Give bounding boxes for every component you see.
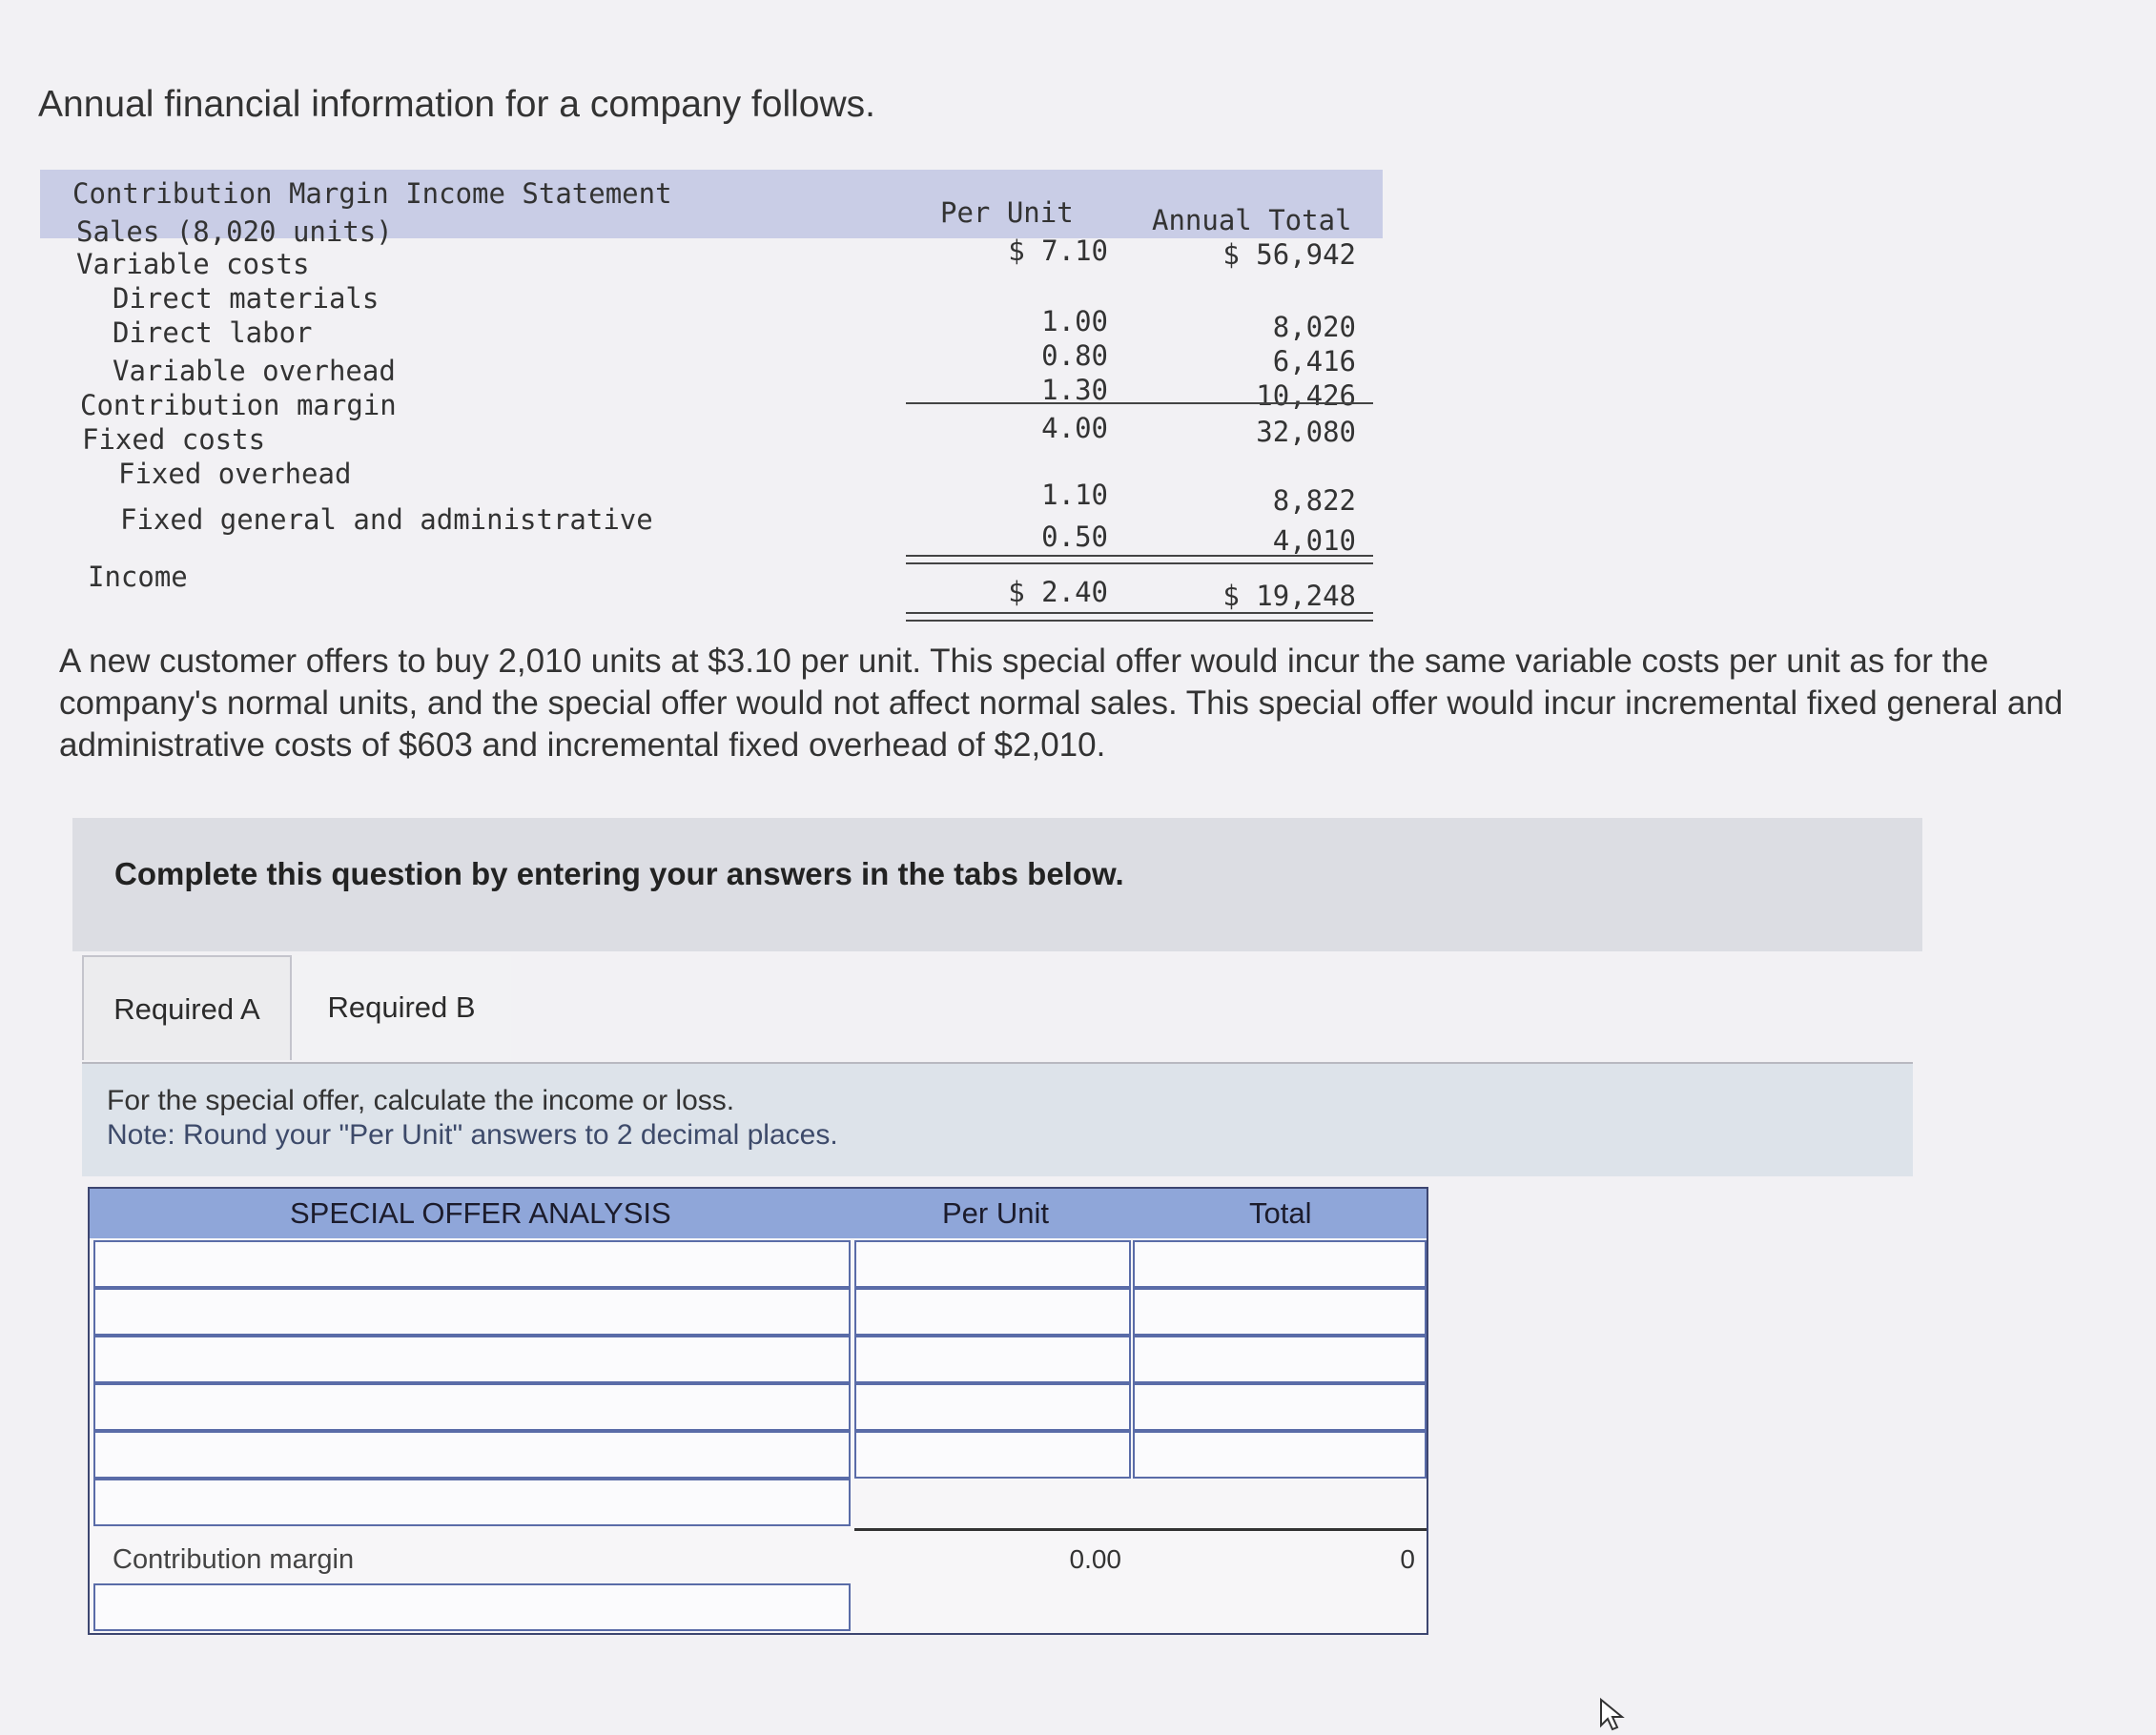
dl-total: 6,416 xyxy=(1272,345,1356,378)
tab-bar xyxy=(82,955,1913,1064)
analysis-header-row xyxy=(90,1189,1427,1238)
row-label-select[interactable] xyxy=(93,1583,851,1631)
total-input[interactable] xyxy=(1133,1288,1427,1336)
per-unit-input[interactable] xyxy=(854,1336,1131,1383)
contribution-margin-row xyxy=(90,1536,1427,1583)
mouse-cursor-icon xyxy=(1598,1697,1627,1735)
sales-per-unit: $ 7.10 xyxy=(1008,235,1108,267)
subtotal-rule xyxy=(906,402,1373,404)
sales-total: $ 56,942 xyxy=(1222,238,1356,271)
row-label-select[interactable] xyxy=(93,1431,851,1479)
instruction-text: Complete this question by entering your answers in the tabs below. xyxy=(114,856,1124,891)
income-statement xyxy=(40,170,1383,637)
row-label-select[interactable] xyxy=(93,1383,851,1431)
income-per-unit: $ 2.40 xyxy=(1008,576,1108,608)
income-double-rule xyxy=(906,612,1373,622)
dm-per-unit: 1.00 xyxy=(1041,305,1108,337)
col-annual-total-header: Annual Total xyxy=(1152,204,1352,236)
table-row xyxy=(90,1288,1427,1336)
income-total: $ 19,248 xyxy=(1222,580,1356,612)
vo-per-unit: 1.30 xyxy=(1041,374,1108,406)
row-label-select[interactable] xyxy=(93,1479,851,1526)
dm-total: 8,020 xyxy=(1272,311,1356,343)
question-note: Note: Round your "Per Unit" answers to 2 decimal places. xyxy=(107,1119,838,1151)
analysis-header-per-unit: Per Unit xyxy=(942,1196,1049,1230)
cm-per-unit: 4.00 xyxy=(1041,412,1108,444)
row-label-select[interactable] xyxy=(93,1240,851,1288)
direct-materials-label: Direct materials xyxy=(113,282,380,315)
tab-required-a[interactable]: Required A xyxy=(82,955,292,1060)
analysis-header-total: Total xyxy=(1249,1196,1312,1230)
table-row xyxy=(90,1479,1427,1526)
per-unit-input[interactable] xyxy=(854,1383,1131,1431)
sales-label: Sales (8,020 units) xyxy=(76,215,393,248)
per-unit-input[interactable] xyxy=(854,1431,1131,1479)
total-input[interactable] xyxy=(1133,1431,1427,1479)
variable-overhead-label: Variable overhead xyxy=(113,355,396,387)
total-input[interactable] xyxy=(1133,1383,1427,1431)
table-row xyxy=(90,1583,1427,1631)
fo-total: 8,822 xyxy=(1272,484,1356,517)
direct-labor-label: Direct labor xyxy=(113,316,313,349)
total-input[interactable] xyxy=(1133,1336,1427,1383)
statement-title: Contribution Margin Income Statement xyxy=(72,177,672,210)
per-unit-input[interactable] xyxy=(854,1288,1131,1336)
variable-costs-label: Variable costs xyxy=(76,248,310,280)
fixed-costs-label: Fixed costs xyxy=(82,423,266,456)
row-label-select[interactable] xyxy=(93,1288,851,1336)
vo-total: 10,426 xyxy=(1256,379,1356,412)
cm-total: 32,080 xyxy=(1256,416,1356,448)
analysis-cm-total: 0 xyxy=(1400,1544,1415,1574)
per-unit-input[interactable] xyxy=(854,1240,1131,1288)
row-label-select[interactable] xyxy=(93,1336,851,1383)
total-input[interactable] xyxy=(1133,1240,1427,1288)
analysis-cm-per-unit: 0.00 xyxy=(1069,1544,1121,1574)
contribution-margin-label: Contribution margin xyxy=(80,389,397,421)
table-row xyxy=(90,1240,1427,1288)
fo-per-unit: 1.10 xyxy=(1041,479,1108,511)
question-text: For the special offer, calculate the income or loss. xyxy=(107,1085,735,1116)
fga-per-unit: 0.50 xyxy=(1041,520,1108,553)
question-box xyxy=(82,1064,1913,1176)
fixed-overhead-label: Fixed overhead xyxy=(118,458,352,490)
analysis-header-label: SPECIAL OFFER ANALYSIS xyxy=(290,1196,671,1230)
subtotal-rule xyxy=(854,1528,1427,1531)
instruction-banner xyxy=(72,818,1922,951)
fga-total: 4,010 xyxy=(1272,524,1356,557)
table-row xyxy=(90,1336,1427,1383)
dl-per-unit: 0.80 xyxy=(1041,339,1108,372)
table-row xyxy=(90,1431,1427,1479)
total-rule xyxy=(906,555,1373,564)
col-per-unit-header: Per Unit xyxy=(940,196,1074,229)
tab-required-b[interactable]: Required B xyxy=(292,955,511,1060)
offer-paragraph: A new customer offers to buy 2,010 units at $3.10 per unit. This special offer would incur the same variable costs per unit as for the company's normal units, and the special offer would not affect normal sales. This special offer would incur incremental fixed general and administrative costs of $603 and incremental fixed overhead of $2,010. xyxy=(59,643,2064,764)
income-label: Income xyxy=(88,561,188,593)
table-row xyxy=(90,1383,1427,1431)
analysis-cm-label: Contribution margin xyxy=(113,1544,355,1575)
fixed-ga-label: Fixed general and administrative xyxy=(120,503,653,536)
intro-text: Annual financial information for a company follows. xyxy=(38,84,875,125)
special-offer-analysis-table xyxy=(88,1187,1428,1635)
